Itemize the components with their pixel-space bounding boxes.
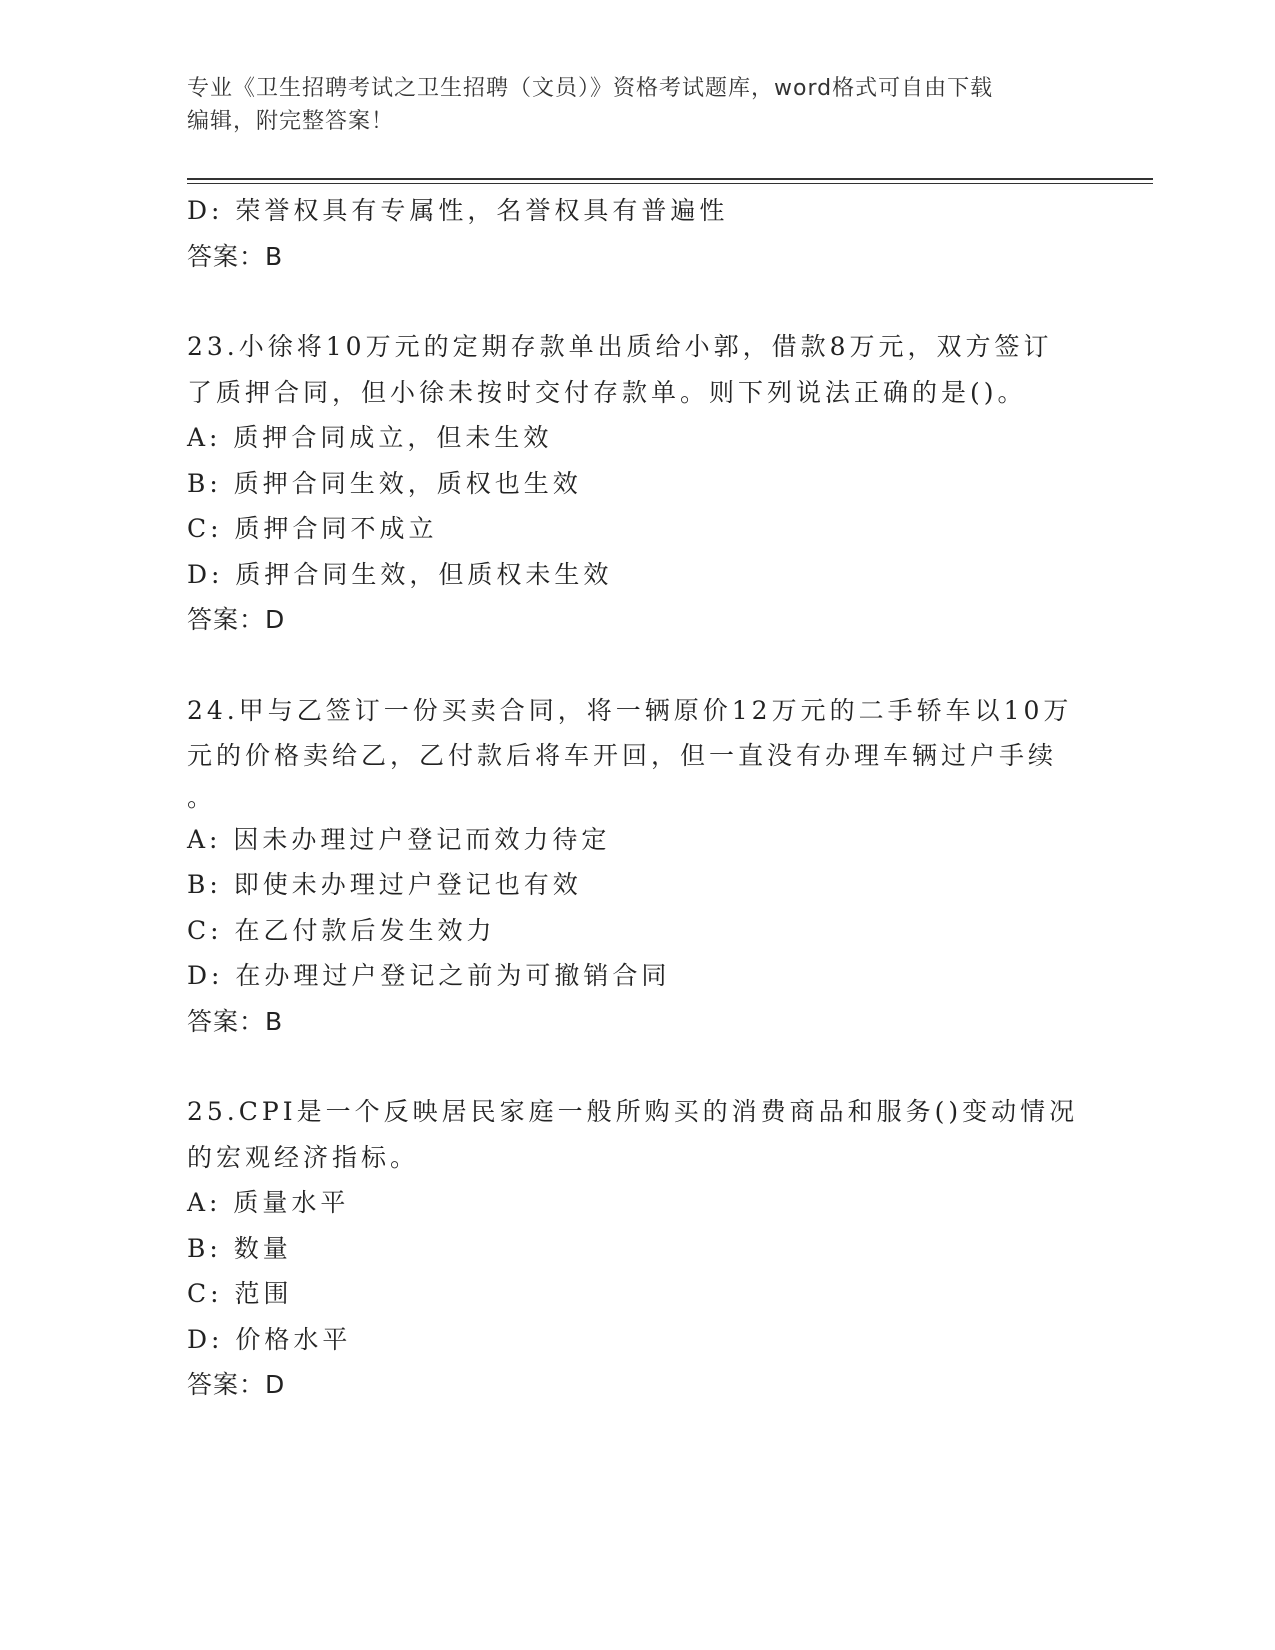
answer-line: 答案：D [187, 605, 286, 634]
document-header [187, 72, 1087, 138]
answer-line: 答案：D [187, 1370, 286, 1399]
option-b: B: 数量 [187, 1233, 292, 1263]
question-stem-line: 了质押合同，但小徐未按时交付存款单。则下列说法正确的是()。 [187, 377, 1027, 407]
option-a: A: 质量水平 [187, 1188, 350, 1217]
option-c: C: 范围 [187, 1279, 293, 1308]
header-divider-thin [187, 183, 1153, 184]
spacer [187, 1044, 1067, 1089]
question-24 [187, 688, 1073, 1045]
option-c: C: 在乙付款后发生效力 [187, 915, 496, 945]
question-stem-line: 23.小徐将10万元的定期存款单出质给小郭，借款8万元，双方签订 [187, 332, 1053, 361]
question-stem-line: 。 [187, 782, 217, 812]
answer-line: 答案：B [187, 241, 284, 271]
previous-question-tail [187, 188, 1067, 279]
option-b: B: 质押合同生效，质权也生效 [187, 468, 582, 498]
answer-line: 答案：B [187, 1006, 284, 1036]
question-25 [187, 1089, 1079, 1408]
question-content [187, 188, 1079, 1408]
question-stem-line: 的宏观经济指标。 [187, 1142, 420, 1172]
spacer [187, 279, 1067, 324]
option-b: B: 即使未办理过户登记也有效 [187, 870, 582, 899]
option-a: A: 质押合同成立，但未生效 [187, 423, 553, 452]
question-stem-line: 元的价格卖给乙，乙付款后将车开回，但一直没有办理车辆过户手续 [187, 741, 1058, 770]
option-d: D: 价格水平 [187, 1324, 352, 1354]
question-stem-line: 24.甲与乙签订一份买卖合同，将一辆原价12万元的二手轿车以10万 [187, 695, 1073, 725]
option-d: D: 质押合同生效，但质权未生效 [187, 559, 613, 589]
header-divider-thick [187, 178, 1153, 180]
option-d: D: 在办理过户登记之前为可撤销合同 [187, 961, 671, 990]
question-23 [187, 324, 1067, 643]
option-c: C: 质押合同不成立 [187, 514, 438, 543]
question-stem-line: 25.CPI是一个反映居民家庭一般所购买的消费商品和服务()变动情况 [187, 1097, 1079, 1126]
option-a: A: 因未办理过户登记而效力待定 [187, 824, 611, 854]
header-line-1: 专业《卫生招聘考试之卫生招聘（文员）》资格考试题库，word格式可自由下载 [187, 76, 994, 101]
header-line-2: 编辑，附完整答案！ [187, 109, 395, 134]
spacer [187, 643, 1067, 688]
option-d: D: 荣誉权具有专属性，名誉权具有普遍性 [187, 196, 729, 225]
